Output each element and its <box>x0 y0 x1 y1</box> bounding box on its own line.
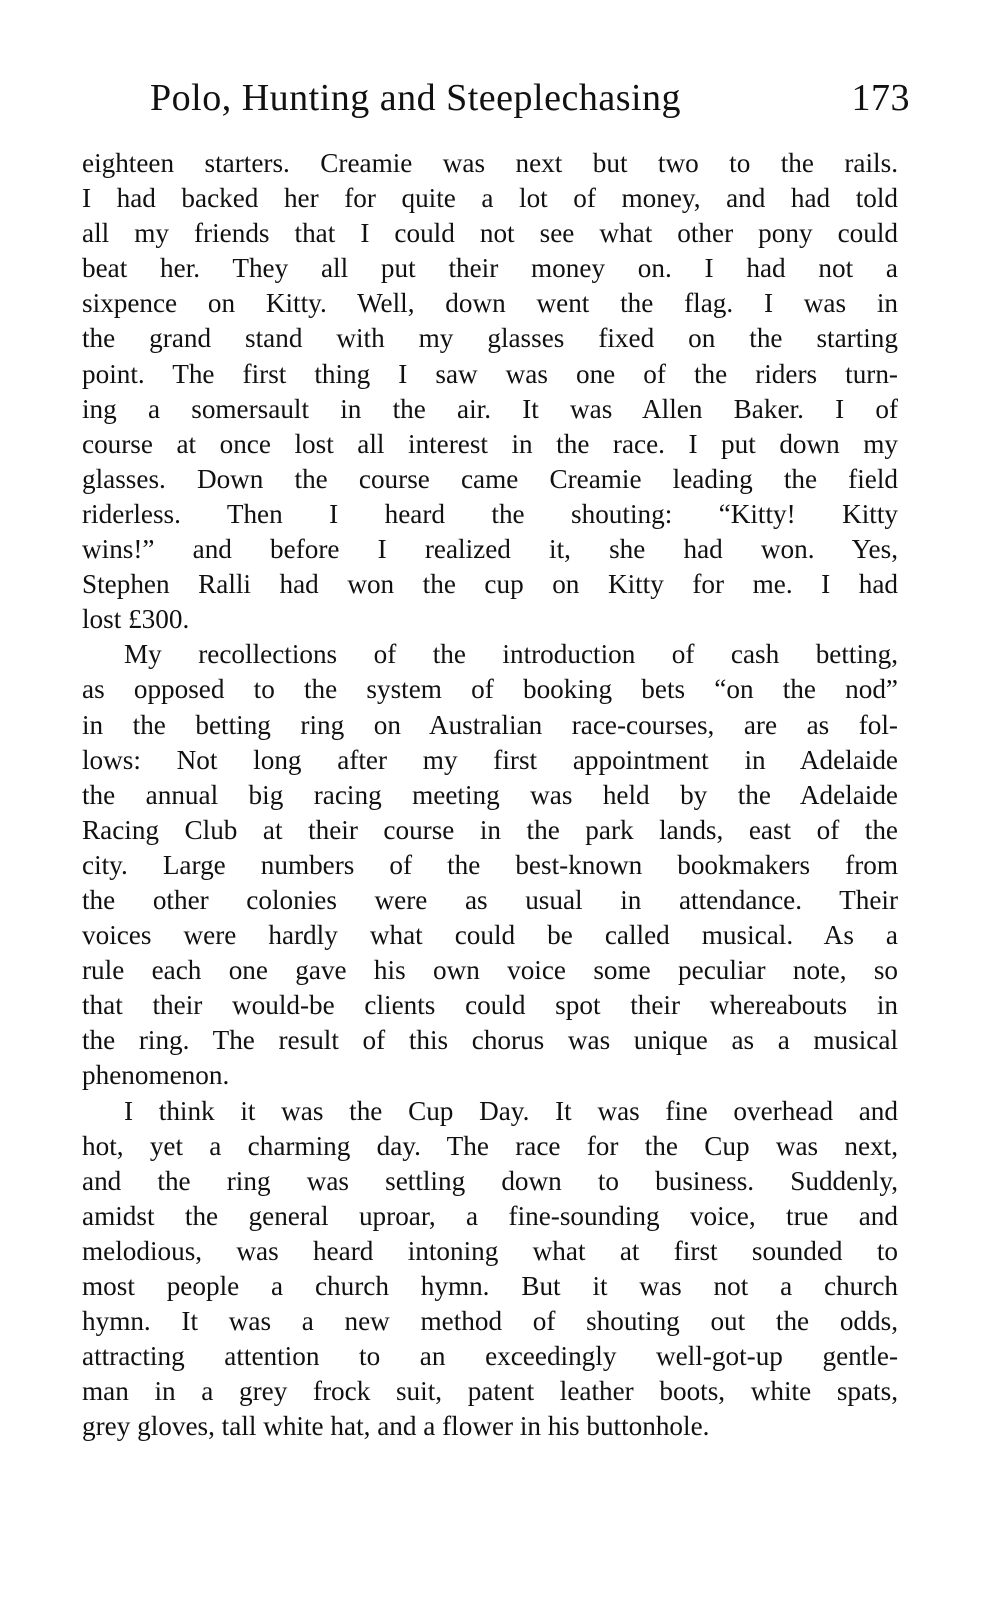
text-line: wins!” and before I realized it, she had won. Yes, <box>82 534 898 565</box>
text-line: I think it was the Cup Day. It was fine overhead and <box>124 1095 898 1126</box>
text-line: hot, yet a charming day. The race for the Cup was next, <box>82 1130 898 1161</box>
page-number: 173 <box>851 77 910 119</box>
text-line: attracting attention to an exceedingly well-got-up gentle- <box>82 1341 898 1372</box>
text-line: glasses. Down the course came Creamie leading the field <box>82 463 898 494</box>
text-line: point. The first thing I saw was one of the riders turn- <box>82 358 898 389</box>
text-line: My recollections of the introduction of cash betting, <box>124 639 898 670</box>
text-line: melodious, was heard intoning what at first sounded to <box>82 1235 898 1266</box>
body-text <box>82 146 898 1444</box>
text-line: voices were hardly what could be called musical. As a <box>82 920 898 951</box>
text-line: the annual big racing meeting was held by the Adelaide <box>82 779 898 810</box>
text-line: that their would-be clients could spot their whereabouts in <box>82 990 898 1021</box>
paragraph-1 <box>82 146 898 637</box>
text-line: and the ring was settling down to business. Suddenly, <box>82 1165 898 1196</box>
text-line: beat her. They all put their money on. I had not a <box>82 253 898 284</box>
text-line: the grand stand with my glasses fixed on the starting <box>82 323 898 354</box>
text-line: hymn. It was a new method of shouting out the odds, <box>82 1306 898 1337</box>
text-line: riderless. Then I heard the shouting: “Kitty! Kitty <box>82 498 898 529</box>
text-line: all my friends that I could not see what other pony could <box>82 218 898 249</box>
text-line: city. Large numbers of the best-known bookmakers from <box>82 849 898 880</box>
paragraph-3 <box>82 1094 898 1445</box>
text-line: most people a church hymn. But it was not a church <box>82 1271 898 1301</box>
text-line: phenomenon. <box>82 1060 230 1091</box>
text-line: eighteen starters. Creamie was next but two to the rails. <box>82 148 898 178</box>
chapter-title: Polo, Hunting and Steeplechasing <box>150 77 682 119</box>
text-line: lost £300. <box>82 604 190 635</box>
text-line: amidst the general uproar, a fine-sounding voice, true and <box>82 1200 898 1231</box>
paragraph-2 <box>82 637 898 1093</box>
text-line: rule each one gave his own voice some peculiar note, so <box>82 955 898 986</box>
text-line: course at once lost all interest in the race. I put down my <box>82 428 898 459</box>
text-line: man in a grey frock suit, patent leather boots, white spats, <box>82 1376 898 1407</box>
text-line: the ring. The result of this chorus was unique as a musical <box>82 1025 898 1056</box>
text-line: Stephen Ralli had won the cup on Kitty for me. I had <box>82 569 898 600</box>
text-line: in the betting ring on Australian race-courses, are as fol- <box>82 709 898 740</box>
text-line: sixpence on Kitty. Well, down went the flag. I was in <box>82 288 898 319</box>
text-line: Racing Club at their course in the park lands, east of the <box>82 814 898 845</box>
running-head <box>150 72 910 124</box>
text-line: I had backed her for quite a lot of money, and had told <box>82 183 898 214</box>
text-line: the other colonies were as usual in attendance. Their <box>82 884 898 915</box>
text-line: lows: Not long after my first appointment in Adelaide <box>82 744 898 775</box>
text-line: as opposed to the system of booking bets “on the nod” <box>82 674 898 705</box>
text-line: ing a somersault in the air. It was Allen Baker. I of <box>82 393 898 424</box>
text-line: grey gloves, tall white hat, and a flower in his buttonhole. <box>82 1411 710 1442</box>
